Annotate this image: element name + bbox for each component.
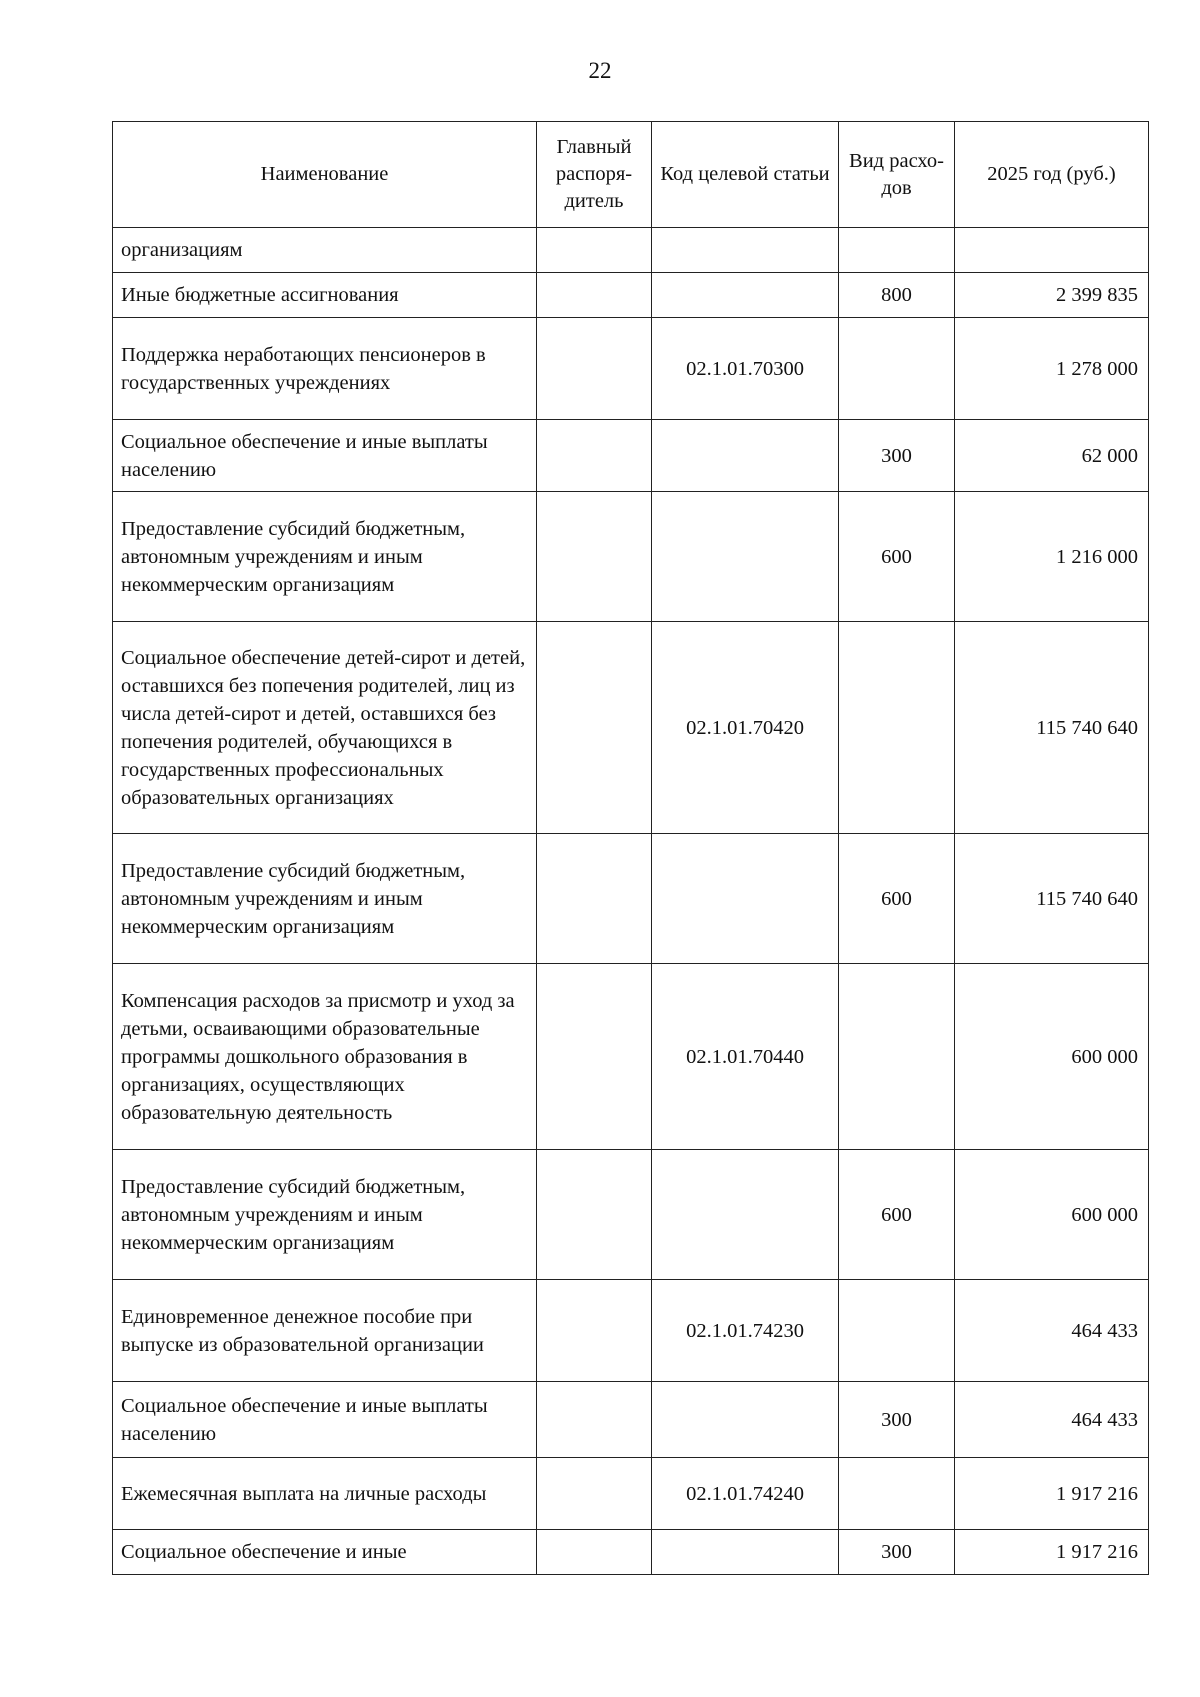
row-code bbox=[652, 1530, 839, 1575]
table-row bbox=[113, 273, 1149, 318]
row-admin bbox=[537, 1458, 652, 1530]
row-code bbox=[652, 228, 839, 273]
header-amount: 2025 год (руб.) bbox=[955, 122, 1149, 228]
row-code: 02.1.01.70300 bbox=[652, 318, 839, 420]
row-amount: 1 216 000 bbox=[955, 492, 1149, 622]
table-row bbox=[113, 1382, 1149, 1458]
row-kind: 600 bbox=[839, 834, 955, 964]
table-row bbox=[113, 1530, 1149, 1575]
row-code: 02.1.01.74240 bbox=[652, 1458, 839, 1530]
row-admin bbox=[537, 834, 652, 964]
row-kind bbox=[839, 1280, 955, 1382]
row-name: Иные бюджетные ассигнования bbox=[113, 273, 537, 318]
row-name: Ежемесячная выплата на личные расходы bbox=[113, 1458, 537, 1530]
row-code bbox=[652, 420, 839, 492]
row-name: Поддержка неработающих пенсионеров в государственных учреждениях bbox=[113, 318, 537, 420]
row-amount: 115 740 640 bbox=[955, 622, 1149, 834]
row-code bbox=[652, 1382, 839, 1458]
table-row bbox=[113, 964, 1149, 1150]
row-amount bbox=[955, 228, 1149, 273]
row-name: Социальное обеспечение и иные bbox=[113, 1530, 537, 1575]
table-row bbox=[113, 420, 1149, 492]
row-code bbox=[652, 273, 839, 318]
budget-table bbox=[112, 121, 1149, 1575]
row-name: Предоставление субсидий бюджетным, автономным учреждениям и иным некоммерческим организациям bbox=[113, 1150, 537, 1280]
table-row bbox=[113, 1458, 1149, 1530]
row-name: Предоставление субсидий бюджетным, автономным учреждениям и иным некоммерческим организациям bbox=[113, 834, 537, 964]
row-code: 02.1.01.74230 bbox=[652, 1280, 839, 1382]
row-amount: 464 433 bbox=[955, 1280, 1149, 1382]
row-code bbox=[652, 492, 839, 622]
row-kind: 300 bbox=[839, 1382, 955, 1458]
row-amount: 1 278 000 bbox=[955, 318, 1149, 420]
header-code: Код целевой статьи bbox=[652, 122, 839, 228]
row-amount: 2 399 835 bbox=[955, 273, 1149, 318]
row-name: Компенсация расходов за присмотр и уход за детьми, осваивающими образовательные программы дошкольного образования в организациях, осуществляющих образовательную деятельность bbox=[113, 964, 537, 1150]
table-row bbox=[113, 834, 1149, 964]
row-admin bbox=[537, 318, 652, 420]
page-number: 22 bbox=[588, 58, 612, 83]
row-admin bbox=[537, 1280, 652, 1382]
row-name: Предоставление субсидий бюджетным, автономным учреждениям и иным некоммерческим организациям bbox=[113, 492, 537, 622]
row-admin bbox=[537, 1150, 652, 1280]
row-kind bbox=[839, 1458, 955, 1530]
row-admin bbox=[537, 622, 652, 834]
row-admin bbox=[537, 1382, 652, 1458]
row-admin bbox=[537, 273, 652, 318]
row-admin bbox=[537, 492, 652, 622]
row-name: Социальное обеспечение и иные выплаты населению bbox=[113, 1382, 537, 1458]
row-admin bbox=[537, 420, 652, 492]
row-kind bbox=[839, 228, 955, 273]
row-amount: 464 433 bbox=[955, 1382, 1149, 1458]
row-kind: 300 bbox=[839, 1530, 955, 1575]
table-row bbox=[113, 1150, 1149, 1280]
header-name: Наименование bbox=[113, 122, 537, 228]
table-row bbox=[113, 318, 1149, 420]
row-admin bbox=[537, 964, 652, 1150]
row-kind: 800 bbox=[839, 273, 955, 318]
row-amount: 600 000 bbox=[955, 1150, 1149, 1280]
row-code bbox=[652, 834, 839, 964]
table-row bbox=[113, 622, 1149, 834]
table-header-row bbox=[113, 122, 1149, 228]
row-kind bbox=[839, 318, 955, 420]
row-admin bbox=[537, 228, 652, 273]
row-kind bbox=[839, 622, 955, 834]
row-name: Социальное обеспечение детей-сирот и детей, оставшихся без попечения родителей, лиц из числа детей-сирот и детей, оставшихся без попечения родителей, обучающихся в государственных профессиональных образовательных организациях bbox=[113, 622, 537, 834]
row-code: 02.1.01.70440 bbox=[652, 964, 839, 1150]
row-name: организациям bbox=[113, 228, 537, 273]
row-name: Единовременное денежное пособие при выпуске из образовательной организации bbox=[113, 1280, 537, 1382]
header-admin: Главный распоря- дитель bbox=[537, 122, 652, 228]
row-amount: 1 917 216 bbox=[955, 1458, 1149, 1530]
row-kind bbox=[839, 964, 955, 1150]
table-row bbox=[113, 1280, 1149, 1382]
row-amount: 62 000 bbox=[955, 420, 1149, 492]
row-amount: 115 740 640 bbox=[955, 834, 1149, 964]
row-kind: 600 bbox=[839, 492, 955, 622]
row-amount: 600 000 bbox=[955, 964, 1149, 1150]
row-code bbox=[652, 1150, 839, 1280]
row-amount: 1 917 216 bbox=[955, 1530, 1149, 1575]
header-kind: Вид расхо- дов bbox=[839, 122, 955, 228]
row-admin bbox=[537, 1530, 652, 1575]
table-row bbox=[113, 492, 1149, 622]
row-kind: 300 bbox=[839, 420, 955, 492]
row-code: 02.1.01.70420 bbox=[652, 622, 839, 834]
table-row bbox=[113, 228, 1149, 273]
row-name: Социальное обеспечение и иные выплаты населению bbox=[113, 420, 537, 492]
row-kind: 600 bbox=[839, 1150, 955, 1280]
